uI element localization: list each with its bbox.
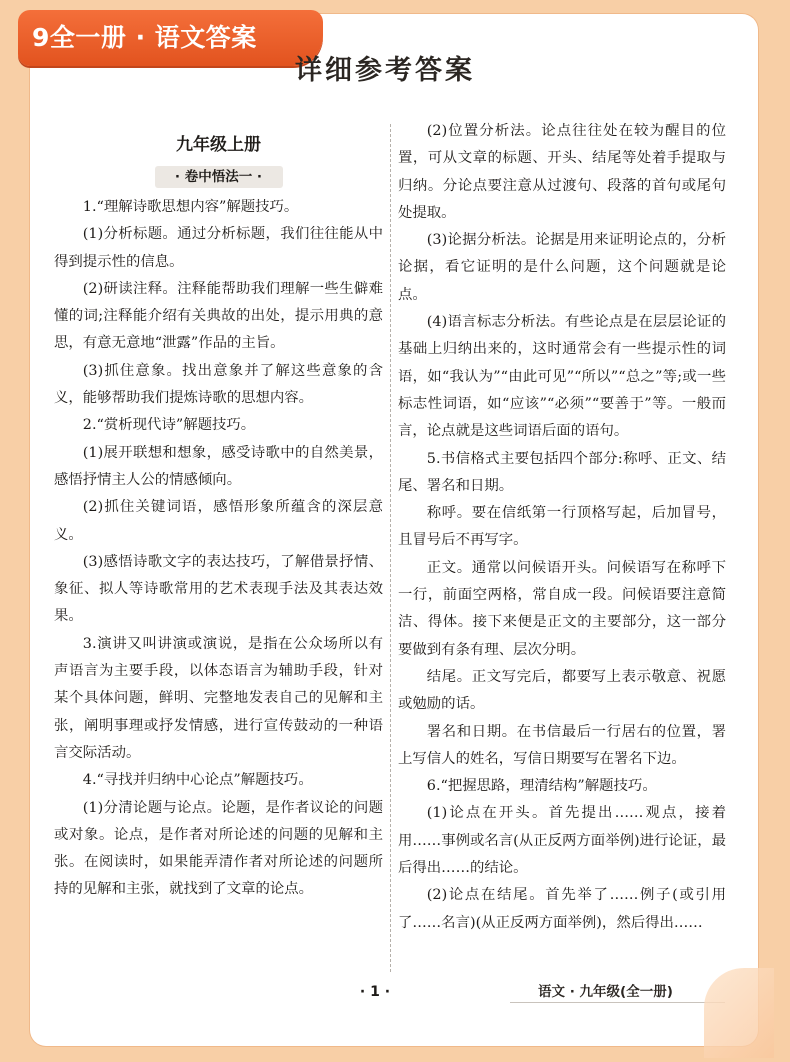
paragraph: (3)抓住意象。找出意象并了解这些意象的含义，能够帮助我们提炼诗歌的思想内容。 <box>54 362 383 407</box>
paragraph: (4)语言标志分析法。有些论点是在层层论证的基础上归纳出来的，这时通常会有一些提示性的词语，如“我认为”“由此可见”“所以”“总之”等;或一些标志性词语，如“应该”“必须”“要善于”等。一般而言，论点就是这些词语后面的语句。 <box>398 314 726 440</box>
paragraph: 称呼。要在信纸第一行顶格写起，后加冒号，且冒号后不再写字。 <box>398 505 726 549</box>
paragraph: 6.“把握思路，理清结构”解题技巧。 <box>426 778 657 795</box>
column-divider <box>390 124 391 972</box>
paragraph: 结尾。正文写完后，都要写上表示敬意、祝愿或勉励的话。 <box>398 668 726 713</box>
paragraph: (2)论点在结尾。首先举了……例子(或引用了……名言)(从正反两方面举例)，然后得出…… <box>398 887 726 931</box>
paragraph: 3.演讲又叫讲演或演说，是指在公众场所以有声语言为主要手段，以体态语言为辅助手段，针对某个具体问题，鲜明、完整地发表自己的见解和主张，阐明事理或抒发情感，进行宣传鼓动的一种语言交际活动。 <box>54 635 383 761</box>
right-column <box>398 118 726 937</box>
page-number: · 1 · <box>359 984 391 1000</box>
left-column <box>54 120 383 904</box>
paragraph: 正文。通常以问候语开头。问候语写在称呼下一行，前面空两格，常自成一段。问候语要注意简洁、得体。接下来便是正文的主要部分，这一部分要做到有条有理、层次分明。 <box>398 559 726 658</box>
paragraph: 4.“寻找并归纳中心论点”解题技巧。 <box>82 772 313 789</box>
subsection-label: · 卷中悟法一 · <box>155 166 283 188</box>
paragraph: (3)感悟诗歌文字的表达技巧，了解借景抒情、象征、拟人等诗歌常用的艺术表现手法及其表达效果。 <box>54 553 383 625</box>
paragraph: 署名和日期。在书信最后一行居右的位置，署上写信人的姓名，写信日期要写在署名下边。 <box>398 723 726 767</box>
paragraph: (1)论点在开头。首先提出……观点，接着用……事例或名言(从正反两方面举例)进行论证，最后得出……的结论。 <box>398 805 726 877</box>
paragraph: (1)分清论题与论点。论题，是作者议论的问题或对象。论点，是作者对所论述的问题的见解和主张。在阅读时，如果能弄清作者对所论述的问题所持的见解和主张，就找到了文章的论点。 <box>54 799 383 898</box>
paragraph: (2)研读注释。注释能帮助我们理解一些生僻难懂的词;注释能介绍有关典故的出处，提示用典的意思，有意无意地“泄露”作品的主旨。 <box>54 280 383 352</box>
paragraph: 5.书信格式主要包括四个部分:称呼、正文、结尾、署名和日期。 <box>398 450 726 494</box>
paragraph: (2)位置分析法。论点往往处在较为醒目的位置，可从文章的标题、开头、结尾等处着手提取与归纳。分论点要注意从过渡句、段落的首句或尾句处提取。 <box>398 123 726 221</box>
paragraph: (1)分析标题。通过分析标题，我们往往能从中得到提示性的信息。 <box>54 226 383 270</box>
paragraph: (3)论据分析法。论据是用来证明论点的，分析论据，看它证明的是什么问题，这个问题就是论点。 <box>398 232 726 303</box>
left-text <box>54 194 383 904</box>
book-label: 语文 · 九年级(全一册) <box>538 984 673 1000</box>
grade-subject-tab: 9全一册 · 语文答案 <box>18 10 323 66</box>
corner-decoration <box>704 968 774 1058</box>
page-header-title: 详细参考答案 <box>295 55 475 86</box>
paragraph: 1.“理解诗歌思想内容”解题技巧。 <box>82 199 299 215</box>
paragraph: (1)展开联想和想象，感受诗歌中的自然美景，感悟抒情主人公的情感倾向。 <box>54 444 383 488</box>
paragraph: 2.“赏析现代诗”解题技巧。 <box>82 417 256 434</box>
section-title: 九年级上册 <box>176 135 261 155</box>
paragraph: (2)抓住关键词语，感悟形象所蕴含的深层意义。 <box>54 499 383 543</box>
footer-rule <box>510 1002 725 1003</box>
